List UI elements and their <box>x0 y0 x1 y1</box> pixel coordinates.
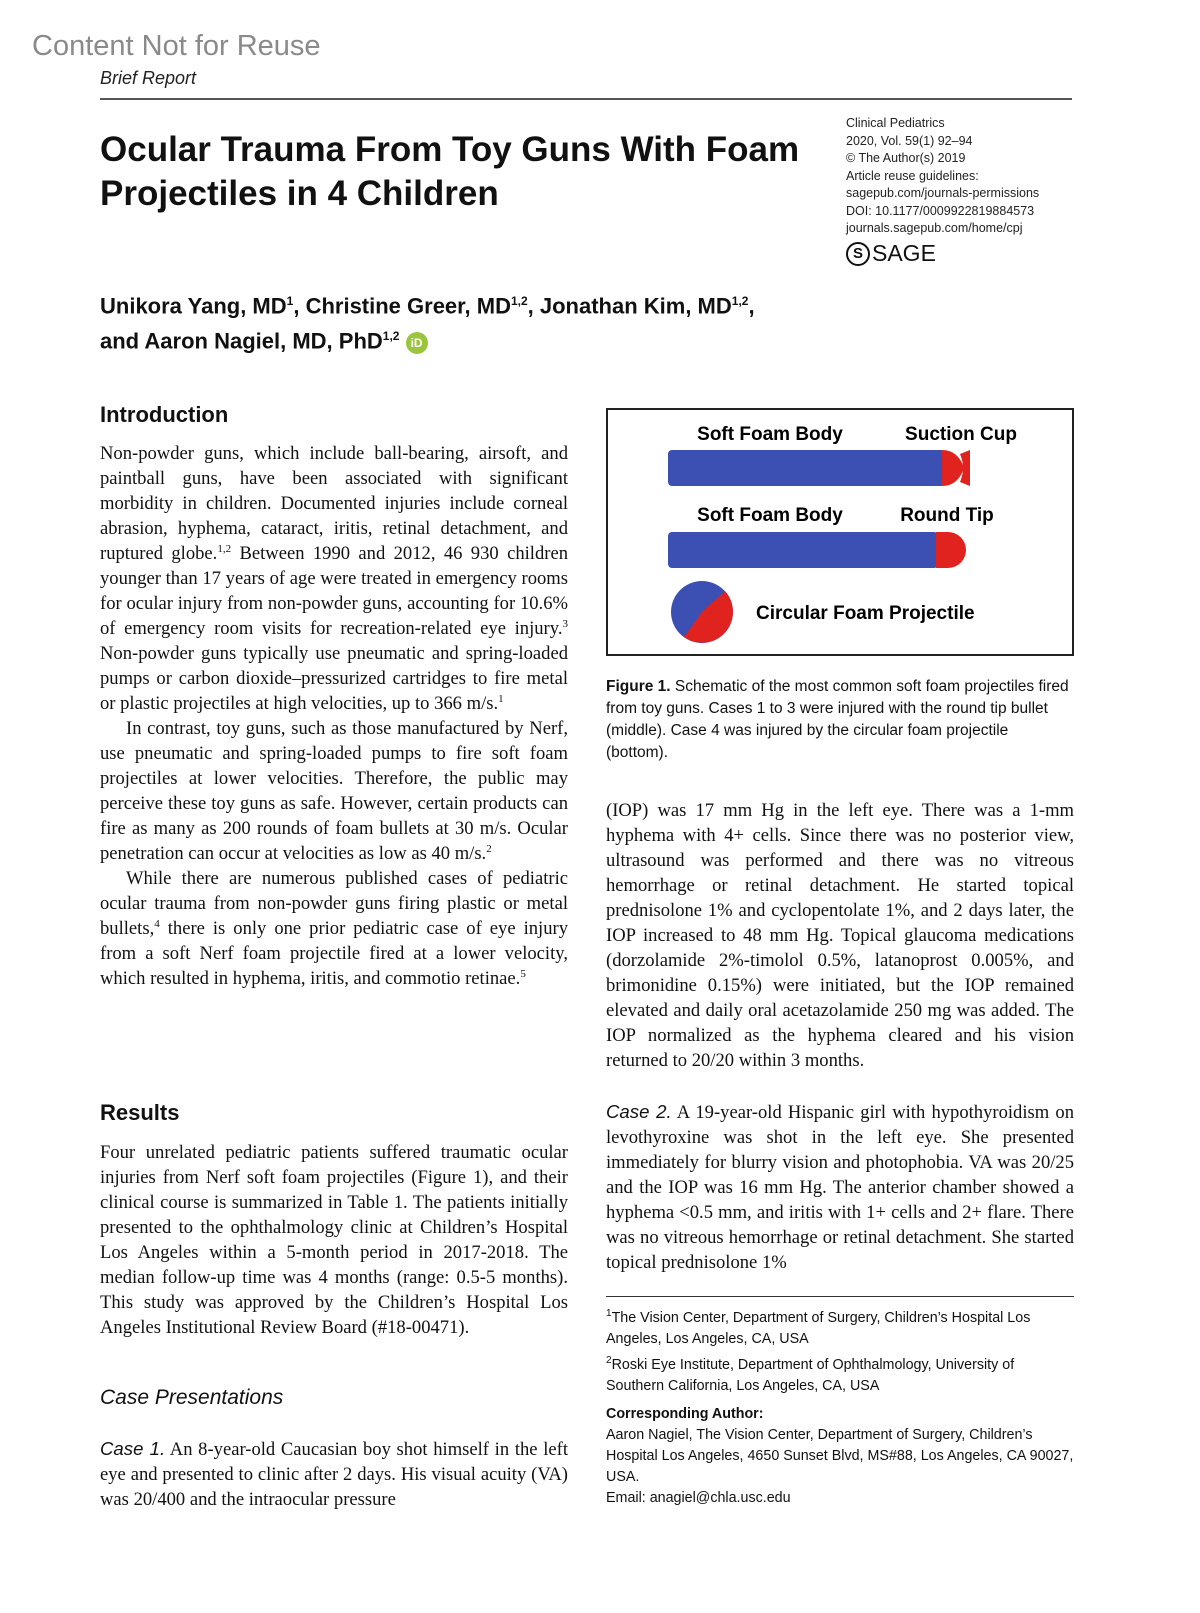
affiliation: $^1$The Vision Center, Department of Surgery, Children’s Hospital Los Angeles, Los Angeles, CA, USA <box>606 1308 1031 1347</box>
round-tip-body <box>668 532 938 568</box>
paragraph: While there are numerous published cases of pediatric ocular trauma from non-powder guns firing plastic or metal bullets,$^4$ there is only one prior pediatric case of eye injury from a soft Nerf foam projectile fired at a lower velocity, which resulted in hyphema, iritis, and commotio retinae.$^5$ <box>100 868 568 989</box>
case-label: Case 1. <box>100 1438 166 1459</box>
paragraph: Case 1. An 8-year-old Caucasian boy shot himself in the left eye and presented to clinic after 2 days. His visual acuity (VA) was 20/400 and the intraocular pressure <box>100 1438 568 1510</box>
author-list: Unikora Yang, $MD^1$, Christine Greer, MD$^{1,2}$, Jonathan Kim, MD$^{1,2}$, and Aaron Nagiel, MD, PhD$^{1,2}$ iD <box>100 293 755 354</box>
case2-body <box>606 1099 1074 1275</box>
affiliation: $^2$Roski Eye Institute, Department of Ophthalmology, University of Southern California, Los Angeles, CA, USA <box>606 1354 1015 1394</box>
article-type-label: Brief Report <box>100 68 197 88</box>
paragraph: In contrast, toy guns, such as those manufactured by Nerf, use pneumatic and spring-loaded pumps to fire soft foam projectiles at lower velocities. Therefore, the public may perceive these toy guns as safe. However, certain products can fire as many as 200 rounds of foam bullets at 30 m/s. Ocular penetration can occur at velocities as low as 40 m/s.$^2$ <box>100 718 568 864</box>
paragraph: Four unrelated pediatric patients suffered traumatic ocular injuries from Nerf soft foam projectiles (Figure 1), and their clinical course is summarized in Table 1. The patients initially presented to the ophthalmology clinic at Children’s Hospital Los Angeles within a 5-month period in 2017-2018. The median follow-up time was 4 months (range: 0.5-5 months). This study was approved by the Children’s Hospital Los Angeles Institutional Review Board (#18-00471). <box>100 1142 568 1338</box>
suction-cup-body <box>668 450 946 486</box>
sage-logo <box>846 240 936 267</box>
figure-caption-label: Figure 1. <box>606 678 671 695</box>
author-name: Aaron Nagiel, MD, PhD <box>144 328 383 354</box>
header-rule <box>100 98 1072 100</box>
author-affiliation-marker: 1 <box>286 294 294 308</box>
article-title: Ocular Trauma From Toy Guns With Foam Projectiles in 4 Children <box>100 130 800 213</box>
author-affiliation-marker: 1,2 <box>731 294 749 308</box>
figure-caption <box>606 676 1074 764</box>
label-suction-cup: Suction Cup <box>905 424 1017 445</box>
reuse-label: Article reuse guidelines: <box>846 168 979 183</box>
paragraph: Case 2. A 19-year-old Hispanic girl with hypothyroidism on levothyroxine was shot in the left eye. She presented immediately for blurry vision and photophobia. VA was 20/25 and the IOP was 16 mm Hg. The anterior chamber showed a hyphema <0.5 mm, and iritis with 1+ cells and 2+ flare. There was no vitreous hemorrhage or retinal detachment. She started topical prednisolone 1% <box>606 1101 1075 1273</box>
doi-line[interactable]: DOI: 10.1177/0009922819884573 <box>846 203 1035 218</box>
introduction-body <box>100 441 568 991</box>
results-body <box>100 1140 568 1340</box>
footnote-rule <box>606 1296 1074 1297</box>
corresponding-address: Aaron Nagiel, The Vision Center, Department of Surgery, Children’s Hospital Los Angeles, 4650 Sunset Blvd, MS#88, Los Angeles, CA 90027, USA. <box>606 1427 1074 1485</box>
introduction-heading: Introduction <box>100 402 229 427</box>
affiliations <box>606 1303 1074 1397</box>
label-round-tip: Round Tip <box>900 505 994 526</box>
author-name: Christine Greer, MD <box>305 293 511 319</box>
suction-cup-tip <box>942 450 970 486</box>
results-heading: Results <box>100 1100 180 1125</box>
orcid-icon[interactable]: iD <box>406 332 428 354</box>
round-tip <box>936 532 966 568</box>
case1-body <box>100 1436 568 1512</box>
watermark-text: Content Not for Reuse <box>32 30 321 62</box>
sage-mark-icon: S <box>846 242 870 266</box>
corresponding-email[interactable]: Email: anagiel@chla.usc.edu <box>606 1490 791 1506</box>
paragraph: (IOP) was 17 mm Hg in the left eye. There was a 1-mm hyphema with 4+ cells. Since there was no posterior view, ultrasound was performed and there was no vitreous hemorrhage or retinal detachment. He started topical prednisolone 1% and cyclopentolate 1%, and 2 days later, the IOP increased to 48 mm Hg. Topical glaucoma medications (dorzolamide 2%-timolol 0.5%, latanoprost 0.005%, and brimonidine 0.15%) were initiated, but the IOP remained elevated and daily oral acetazolamide 250 mg was added. The IOP normalized as the hyphema cleared and his vision returned to 20/20 within 3 months. <box>606 800 1074 1071</box>
label-circular-projectile: Circular Foam Projectile <box>756 603 975 624</box>
paragraph: Non-powder guns, which include ball-bearing, airsoft, and paintball guns, have been associated with significant morbidity in children. Documented injuries include corneal abrasion, hyphema, cataract, iritis, retinal detachment, and ruptured globe.$^{1,2}$ Between 1990 and 2012, 46 930 children younger than 17 years of age were treated in emergency rooms for ocular injury from non-powder guns, accounting for 10.6% of emergency room visits for recreation-related eye injury.$^3$ Non-powder guns typically use pneumatic and spring-loaded pumps or carbon dioxide–pressurized cartridges to fire metal or plastic projectiles at high velocities, up to 366 m/s.$^1$ <box>100 443 568 714</box>
author-affiliation-marker: 1,2 <box>382 329 400 344</box>
journal-volume: 2020, Vol. 59(1) 92–94 <box>846 133 973 148</box>
author-name: Unikora Yang, MD <box>100 293 287 319</box>
author-affiliation-marker: 1,2 <box>510 294 528 308</box>
journal-url[interactable]: journals.sagepub.com/home/cpj <box>846 221 1023 235</box>
sage-wordmark: SAGE <box>872 240 936 266</box>
figure-1 <box>606 408 1074 656</box>
author-name: Jonathan Kim, MD <box>539 293 732 319</box>
label-soft-foam-body-2: Soft Foam Body <box>697 505 843 526</box>
corresponding-author <box>606 1404 1074 1509</box>
label-soft-foam-body-1: Soft Foam Body <box>697 424 843 445</box>
journal-info <box>846 115 1086 238</box>
figure-caption-text: Schematic of the most common soft foam projectiles fired from toy guns. Cases 1 to 3 were injured with the round tip bullet (middle). Case 4 was injured by the circular foam projectile (bottom). <box>606 678 1069 761</box>
copyright-line: © The Author(s) 2019 <box>846 151 966 165</box>
case-presentations-heading: Case Presentations <box>100 1386 284 1409</box>
journal-name: Clinical Pediatrics <box>846 116 945 130</box>
case-label: Case 2. <box>606 1101 672 1122</box>
projectile-schematic <box>608 410 1072 654</box>
permissions-link[interactable]: sagepub.com/journals-permissions <box>846 186 1040 200</box>
corresponding-heading: Corresponding Author: <box>606 1406 764 1422</box>
case1-continued <box>606 798 1074 1073</box>
